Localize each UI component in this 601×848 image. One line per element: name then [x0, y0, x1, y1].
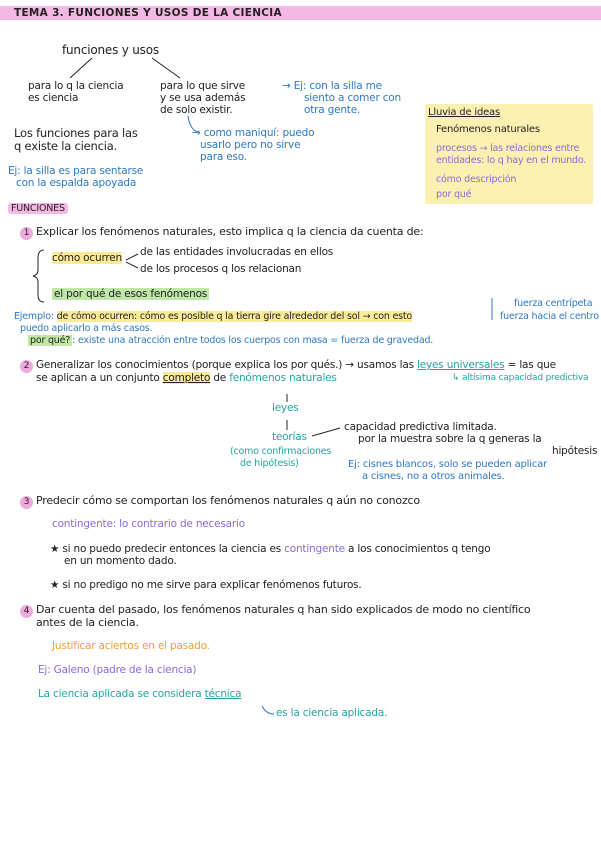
- capacidad-limitada: capacidad predictiva limitada.: [344, 421, 497, 433]
- number-badge: 2: [20, 360, 33, 373]
- ciencia-aplicada: La ciencia aplicada se considera técnica: [38, 688, 242, 700]
- number-badge: 3: [20, 496, 33, 509]
- procesos-line: de los procesos q los relacionan: [140, 263, 302, 275]
- bullet-1-line2: en un momento dado.: [64, 555, 177, 567]
- brainstorm-item: cómo descripción: [436, 174, 517, 185]
- fuerza-centripeta: fuerza centrípeta: [514, 298, 593, 309]
- number-badge: 4: [20, 605, 33, 618]
- funcion-2: 2 Generalizar los conocimientos (porque explica los por qués.) → usamos las leyes universales = las que: [20, 359, 556, 373]
- cisnes-ej-2: a cisnes, no a otros animales.: [362, 471, 505, 482]
- ejemplo-line: Ejemplo: de cómo ocurren: cómo es posible q la tierra gire alrededor del sol → con esto: [14, 311, 412, 322]
- right-line: de solo existir.: [160, 104, 233, 116]
- bullet-2: ★ si no predigo no me sirve para explicar fenómenos futuros.: [50, 579, 362, 591]
- ej-line: → Ej: con la silla me: [282, 80, 382, 92]
- entidades-line: de las entidades involucradas en ellos: [140, 246, 334, 258]
- funcion-4-line2: antes de la ciencia.: [36, 616, 139, 629]
- muestra-line: por la muestra sobre la q generas la: [358, 433, 542, 445]
- def-line: Los funciones para las: [14, 126, 138, 140]
- confirmaciones: (como confirmaciones: [230, 446, 332, 457]
- right-branch: [160, 80, 245, 116]
- ej-line: siento a comer con: [304, 92, 401, 104]
- section-label: FUNCIONES: [8, 203, 68, 214]
- ejemplo-line-2: puedo aplicarlo a más casos.: [20, 323, 153, 334]
- ej-left: [8, 165, 143, 189]
- def-line: q existe la ciencia.: [14, 139, 118, 153]
- left-line: para lo q la ciencia: [28, 80, 124, 92]
- hipotesis-word: hipótesis: [552, 445, 598, 457]
- fuerza-centro: fuerza hacia el centro: [500, 311, 599, 322]
- right-line: y se usa además: [160, 92, 246, 104]
- contingente-def: contingente: lo contrario de necesario: [52, 518, 245, 530]
- maniqui-note: [192, 127, 314, 163]
- funciones-definition: [14, 127, 138, 153]
- funcion-4-text: Dar cuenta del pasado, los fenómenos naturales q han sido explicados de modo no científico: [36, 603, 531, 616]
- note-line: → como maniquí: puedo: [192, 127, 315, 139]
- ej-line: otra gente.: [304, 104, 361, 116]
- ej-right: [282, 80, 401, 116]
- brainstorm-title: Lluvia de ideas: [428, 107, 500, 118]
- cisnes-ej: Ej: cisnes blancos, solo se pueden aplicar: [348, 459, 547, 470]
- brainstorm-item: por qué: [436, 189, 472, 200]
- hipotesis-note: de hipótesis): [240, 458, 299, 469]
- leyes-universales: leyes universales: [417, 359, 505, 371]
- left-line: es ciencia: [28, 92, 79, 104]
- funcion-1: [20, 225, 423, 240]
- page-title: TEMA 3. FUNCIONES Y USOS DE LA CIENCIA: [14, 7, 282, 19]
- altisima-capacidad: ↳ altísima capacidad predictiva: [452, 373, 589, 383]
- leyes-node: leyes: [272, 402, 299, 414]
- brainstorm-item: entidades: lo q hay en el mundo.: [436, 155, 587, 166]
- justificar: Justificar aciertos en el pasado.: [52, 640, 210, 652]
- funcion-3: [20, 494, 420, 509]
- left-branch: [28, 80, 124, 104]
- galeno: Ej: Galeno (padre de la ciencia): [38, 664, 197, 676]
- brainstorm-item: procesos → las relaciones entre: [436, 143, 580, 154]
- root-concept: funciones y usos: [62, 43, 159, 57]
- porque-line: el por qué de esos fenómenos: [54, 288, 208, 300]
- bullet-1: ★ si no puedo predecir entonces la ciencia es contingente a los conocimientos q tengo: [50, 543, 491, 555]
- como-ocurren: cómo ocurren: [52, 252, 122, 264]
- porque-ejemplo: por qué? : existe una atracción entre todos los cuerpos con masa = fuerza de gravedad.: [30, 335, 434, 346]
- funcion-1-text: Explicar los fenómenos naturales, esto implica q la ciencia da cuenta de:: [36, 225, 424, 238]
- funcion-2-text: Generalizar los conocimientos (porque explica los por qués.) → usamos las: [36, 359, 414, 371]
- ciencia-aplicada-2: es la ciencia aplicada.: [276, 707, 388, 719]
- ej-line: Ej: la silla es para sentarse: [8, 165, 144, 177]
- number-badge: 1: [20, 227, 33, 240]
- funcion-3-text: Predecir cómo se comportan los fenómenos naturales q aún no conozco: [36, 494, 420, 507]
- note-line: para eso.: [200, 151, 247, 163]
- ej-line: con la espalda apoyada: [16, 177, 137, 189]
- note-line: usarlo pero no sirve: [200, 139, 301, 151]
- funcion-2-line2: se aplican a un conjunto completo de fenómenos naturales: [36, 372, 337, 384]
- brainstorm-item: Fenómenos naturales: [436, 124, 540, 135]
- right-line: para lo que sirve: [160, 80, 245, 92]
- teorias-node: teorías: [272, 431, 307, 443]
